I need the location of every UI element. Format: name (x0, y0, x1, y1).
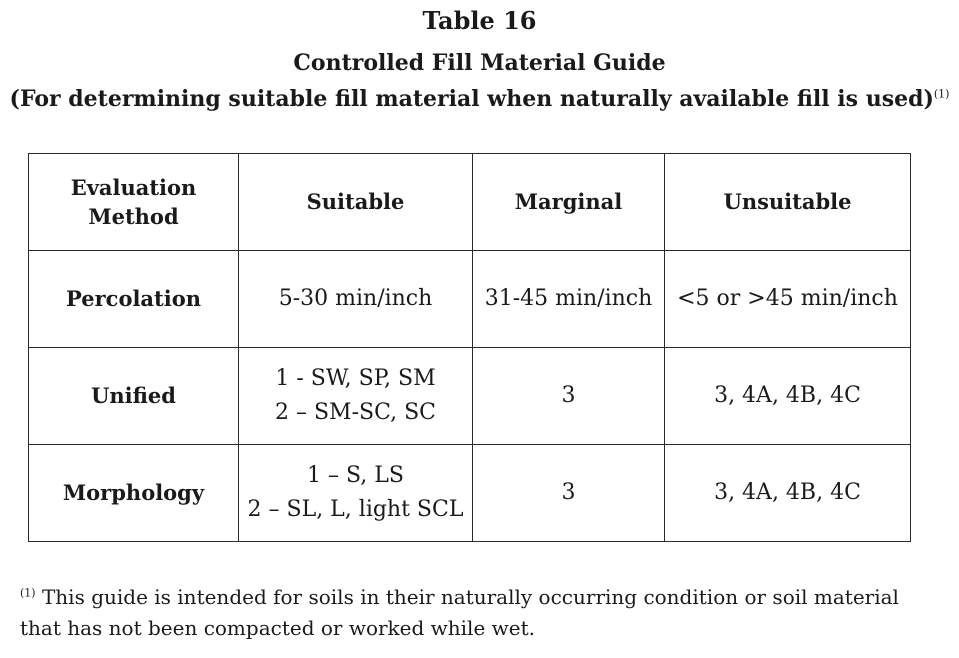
subtitle-footnote-marker: (1) (933, 87, 950, 101)
cell-marginal: 31-45 min/inch (473, 251, 665, 348)
table-row (29, 251, 911, 348)
subtitle-description-text: (For determining suitable fill material when naturally available fill is used) (9, 86, 934, 112)
footnote-text: This guide is intended for soils in their naturally occurring condition or soil material that has not been compacted or worked while wet. (20, 585, 899, 640)
header-marginal: Marginal (473, 154, 665, 251)
header-evaluation-method (29, 154, 239, 251)
row-method: Morphology (29, 445, 239, 542)
row-method: Percolation (29, 251, 239, 348)
fill-material-table (28, 153, 911, 542)
cell-marginal: 3 (473, 348, 665, 445)
footnote (20, 582, 945, 644)
cell-suitable (239, 251, 473, 348)
table-subtitle-description (0, 86, 959, 112)
cell-suitable-line1: 1 - SW, SP, SM (275, 365, 436, 391)
row-method: Unified (29, 348, 239, 445)
table-row (29, 348, 911, 445)
table-subtitle: Controlled Fill Material Guide (293, 50, 666, 76)
header-unsuitable: Unsuitable (665, 154, 911, 251)
footnote-marker: (1) (20, 586, 36, 600)
cell-suitable-line1: 1 – S, LS (307, 462, 404, 488)
cell-suitable-line2: 2 – SM-SC, SC (274, 400, 437, 425)
table-row (29, 445, 911, 542)
cell-unsuitable: 3, 4A, 4B, 4C (665, 348, 911, 445)
cell-suitable (239, 348, 473, 445)
cell-suitable-line1: 5-30 min/inch (278, 285, 433, 311)
header-method-line2: Method (88, 204, 179, 229)
cell-suitable (239, 445, 473, 542)
table-header-row (29, 154, 911, 251)
table-title: Table 16 (422, 6, 537, 35)
header-method-line1: Evaluation (70, 174, 197, 200)
cell-suitable-line2: 2 – SL, L, light SCL (247, 497, 464, 522)
cell-unsuitable: 3, 4A, 4B, 4C (665, 445, 911, 542)
cell-marginal: 3 (473, 445, 665, 542)
cell-unsuitable: <5 or >45 min/inch (665, 251, 911, 348)
header-suitable: Suitable (239, 154, 473, 251)
